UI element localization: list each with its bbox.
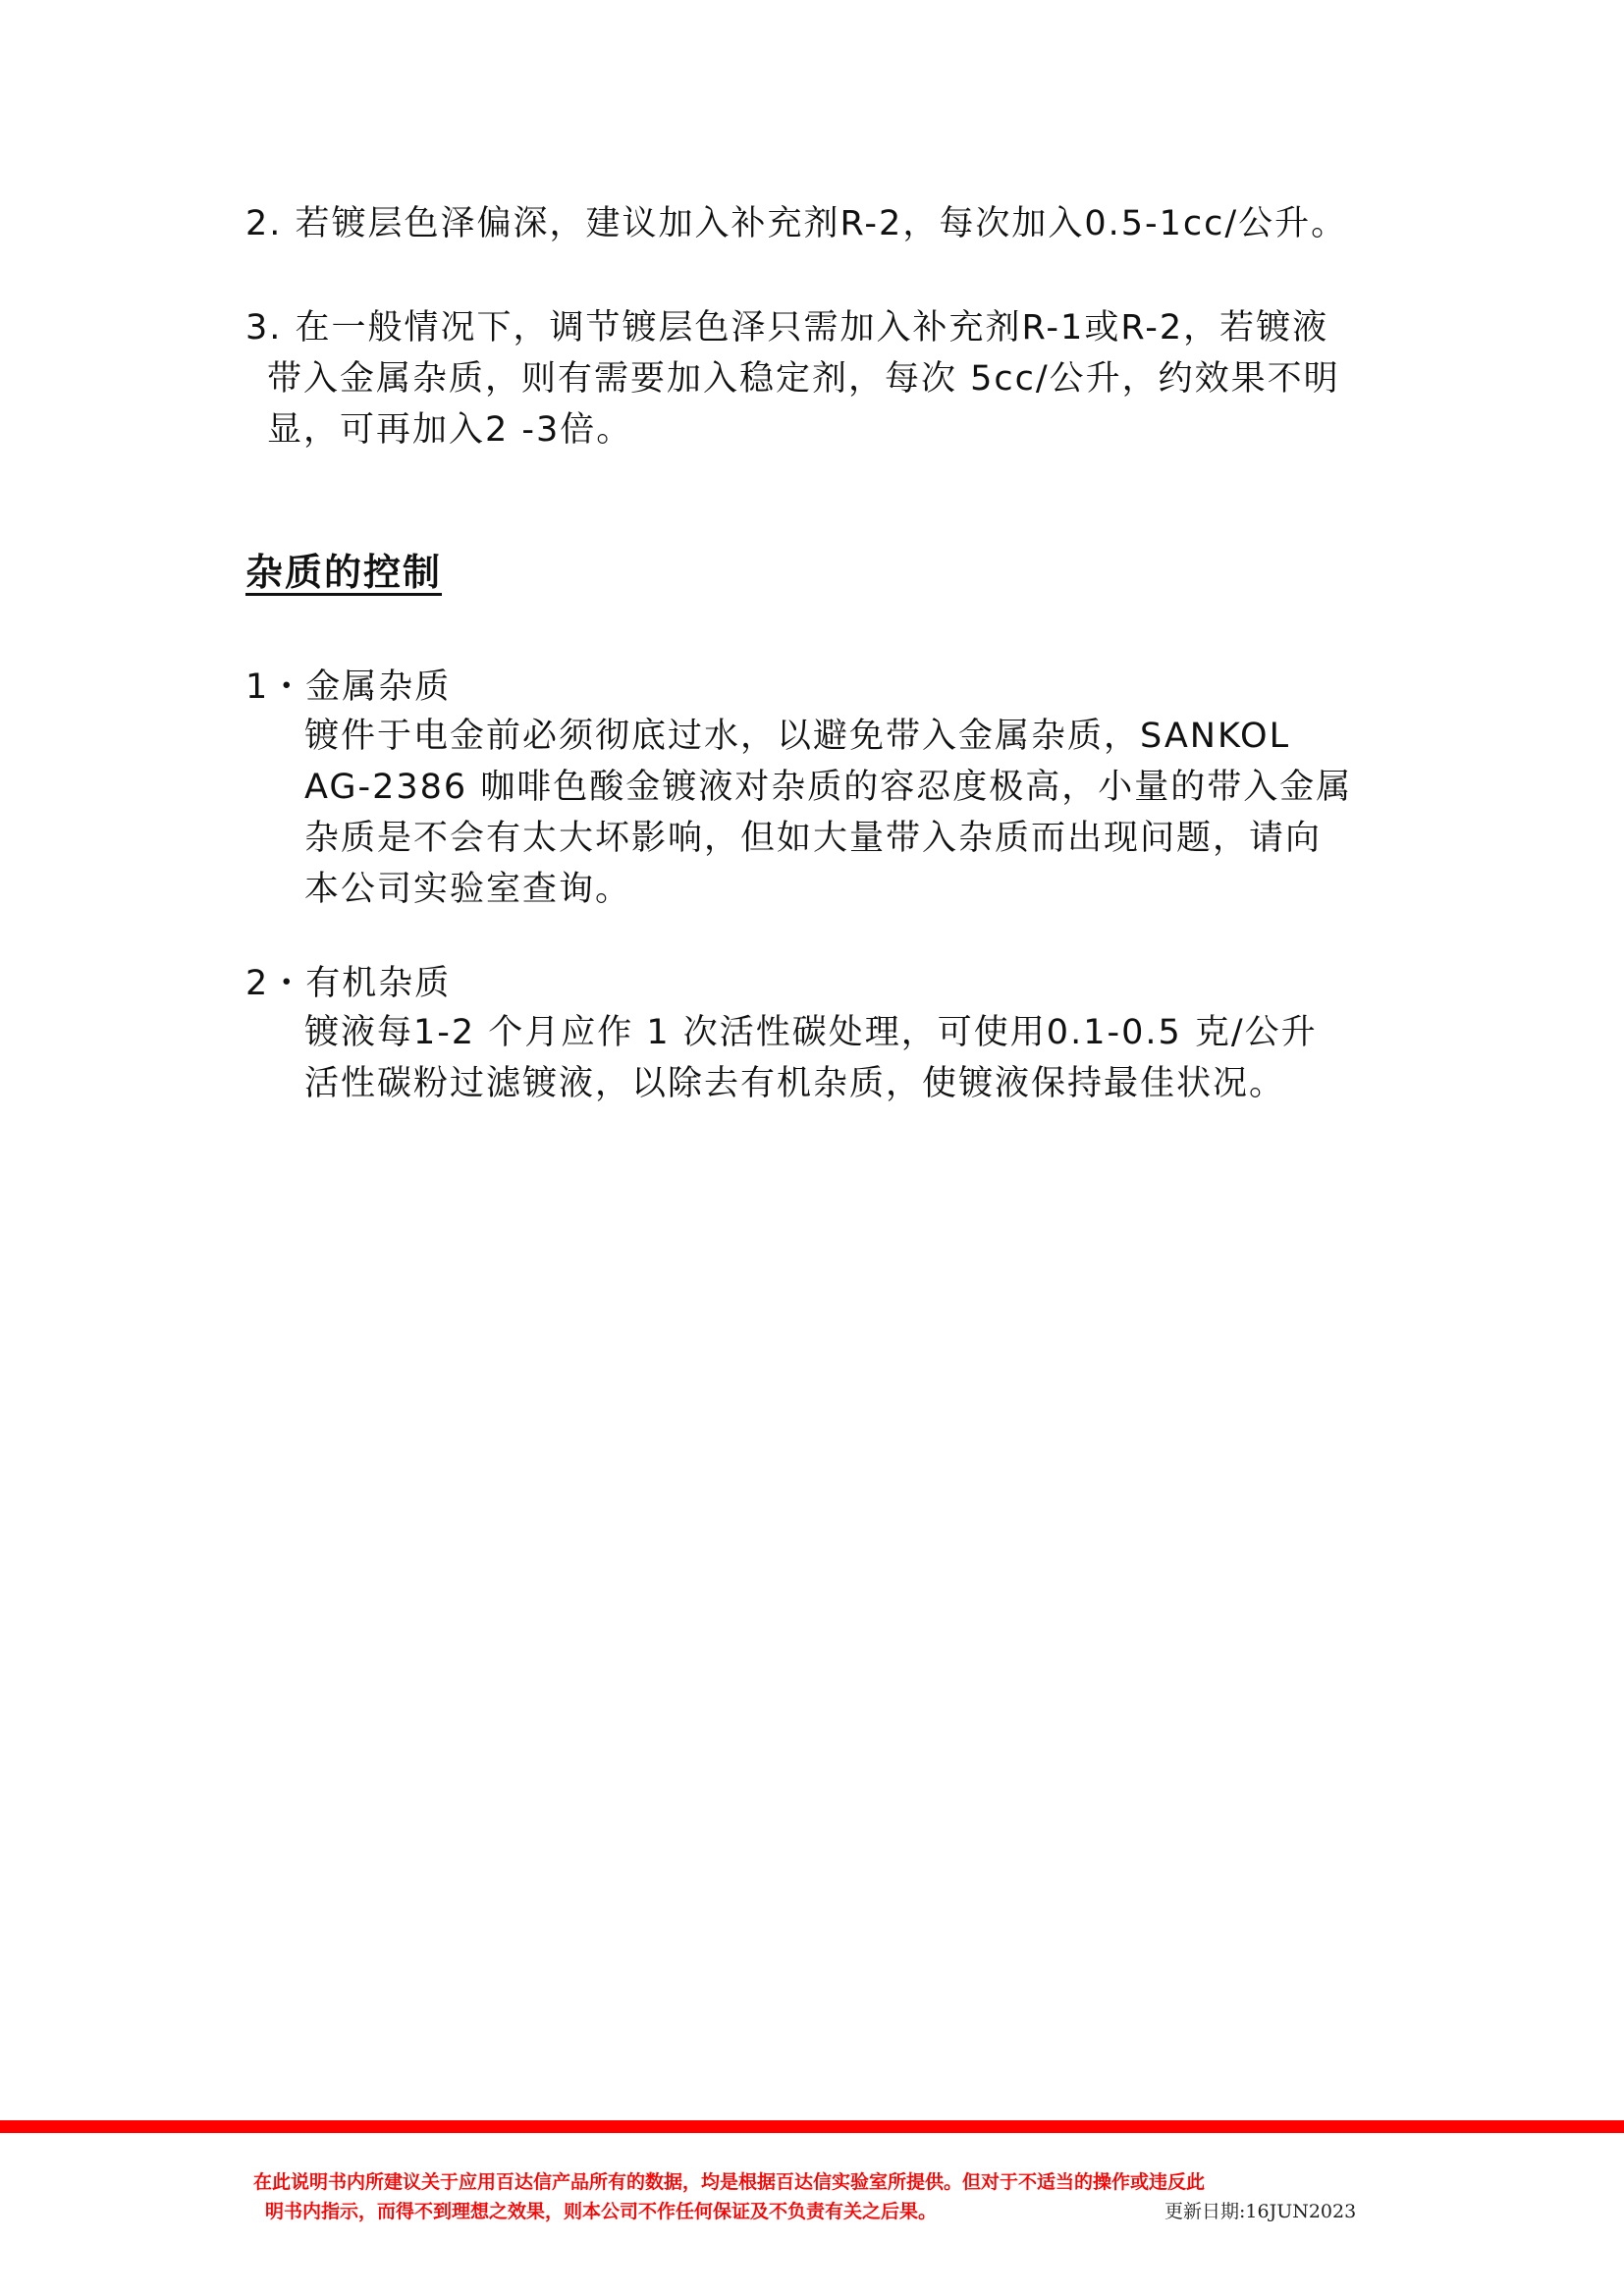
subsection-line: AG-2386 咖啡色酸金镀液对杂质的容忍度极高，小量的带入金属 xyxy=(304,768,1353,807)
subsection-title: 2・有机杂质 xyxy=(245,964,452,1003)
item-3-line: 3. 在一般情况下，调节镀层色泽只需加入补充剂R-1或R-2，若镀液 xyxy=(245,308,1329,347)
subsection-line: 活性碳粉过滤镀液，以除去有机杂质，使镀液保持最佳状况。 xyxy=(304,1064,1286,1103)
item-2-text: 2. 若镀层色泽偏深，建议加入补充剂R-2，每次加入0.5-1cc/公升。 xyxy=(245,204,1348,243)
subsection-line: 杂质是不会有太大坏影响，但如大量带入杂质而出现问题，请向 xyxy=(304,819,1323,858)
item-3-line: 显，可再加入2 -3倍。 xyxy=(267,410,633,450)
footer-divider xyxy=(0,2120,1624,2133)
update-date: 更新日期:16JUN2023 xyxy=(1164,2201,1357,2222)
subsection-line: 本公司实验室查询。 xyxy=(304,870,632,909)
footer-disclaimer: 在此说明书内所建议关于应用百达信产品所有的数据，均是根据百达信实验室所提供。但对于不适当的操作或违反此 xyxy=(253,2171,1206,2193)
section-heading: 杂质的控制 xyxy=(245,551,443,594)
subsection-line: 镀液每1-2 个月应作 1 次活性碳处理，可使用0.1-0.5 克/公升 xyxy=(304,1013,1318,1052)
footer-disclaimer: 明书内指示，而得不到理想之效果，则本公司不作任何保证及不负责有关之后果。 xyxy=(265,2201,938,2222)
subsection-line: 镀件于电金前必须彻底过水，以避免带入金属杂质，SANKOL xyxy=(304,717,1291,756)
subsection-title: 1・金属杂质 xyxy=(245,667,452,707)
item-3-line: 带入金属杂质，则有需要加入稳定剂，每次 5cc/公升，约效果不明 xyxy=(267,359,1340,399)
